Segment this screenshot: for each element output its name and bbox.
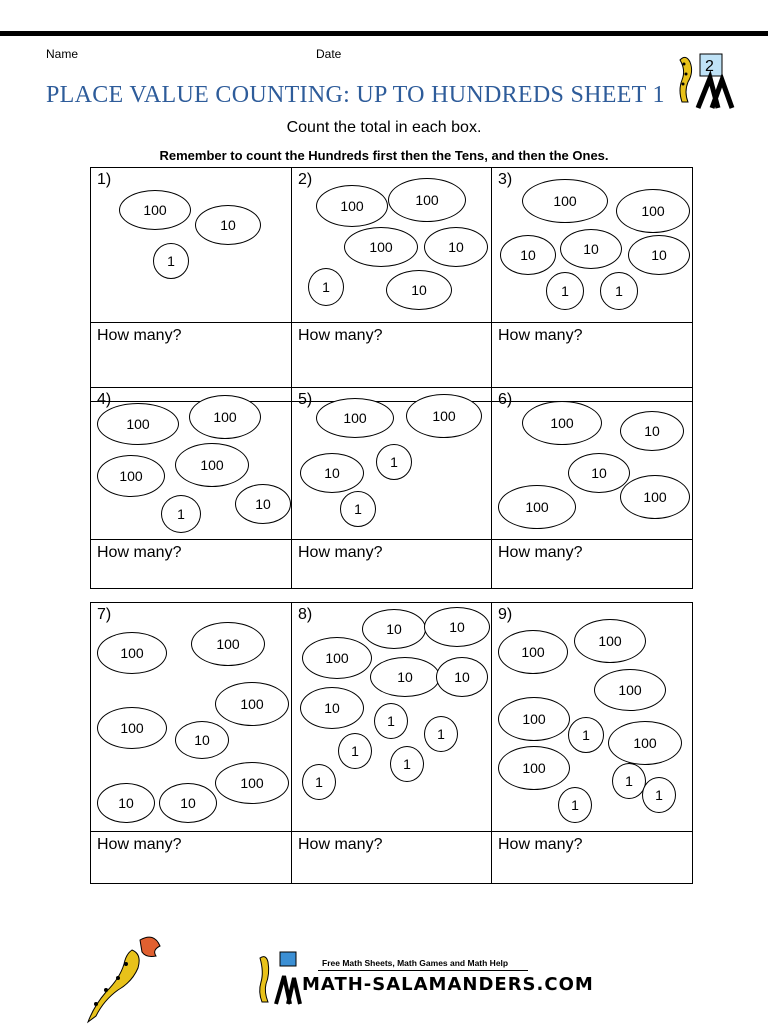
place-value-oval: 1: [642, 777, 676, 813]
problem-grid-row: [90, 602, 693, 884]
place-value-oval: 100: [498, 697, 570, 741]
how-many-label: How many?: [97, 836, 182, 853]
answer-row[interactable]: [492, 539, 693, 588]
grade-badge: 2: [705, 58, 714, 75]
answer-row[interactable]: [492, 831, 693, 883]
place-value-oval: 10: [159, 783, 217, 823]
problem-box: [91, 388, 292, 588]
place-value-oval: 100: [316, 185, 388, 227]
how-many-label: How many?: [498, 327, 583, 344]
place-value-oval: 10: [370, 657, 440, 697]
place-value-oval: 10: [300, 687, 364, 729]
place-value-oval: 10: [300, 453, 364, 493]
problem-number: 8): [298, 606, 313, 623]
place-value-oval: 10: [175, 721, 229, 759]
place-value-oval: 100: [97, 455, 165, 497]
salamander-mascot-icon: [70, 928, 170, 1024]
place-value-oval: 1: [161, 495, 201, 533]
place-value-oval: 100: [215, 682, 289, 726]
place-value-oval: 10: [362, 609, 426, 649]
place-value-oval: 1: [302, 764, 336, 800]
place-value-oval: 100: [97, 403, 179, 445]
place-value-oval: 10: [424, 227, 488, 267]
place-value-oval: 100: [498, 485, 576, 529]
problem-box: [292, 603, 492, 883]
page-title: PLACE VALUE COUNTING: UP TO HUNDREDS SHEET 1: [46, 82, 665, 108]
place-value-oval: 10: [628, 235, 690, 275]
place-value-oval: 100: [191, 622, 265, 666]
place-value-oval: 1: [600, 272, 638, 310]
place-value-oval: 1: [153, 243, 189, 279]
place-value-oval: 1: [308, 268, 344, 306]
place-value-oval: 1: [546, 272, 584, 310]
problem-box: [292, 388, 492, 588]
place-value-oval: 100: [406, 394, 482, 438]
how-many-label: How many?: [498, 544, 583, 561]
answer-row[interactable]: [292, 831, 491, 883]
how-many-label: How many?: [298, 327, 383, 344]
problem-box: [292, 168, 492, 401]
place-value-oval: 10: [500, 235, 556, 275]
problem-number: 4): [97, 391, 112, 408]
problem-box: [492, 168, 693, 401]
footer-site-name: MATH-SALAMANDERS.COM: [302, 974, 594, 995]
footer-tagline: Free Math Sheets, Math Games and Math Help: [322, 958, 509, 968]
answer-row[interactable]: [292, 539, 491, 588]
place-value-oval: 100: [97, 632, 167, 674]
place-value-oval: 10: [235, 484, 291, 524]
how-many-label: How many?: [298, 836, 383, 853]
top-rule: [0, 31, 768, 36]
place-value-oval: 100: [594, 669, 666, 711]
place-value-oval: 10: [568, 453, 630, 493]
date-label: Date: [316, 47, 342, 61]
place-value-oval: 1: [338, 733, 372, 769]
place-value-oval: 100: [522, 179, 608, 223]
subtitle: Count the total in each box.: [286, 119, 482, 136]
place-value-oval: 100: [608, 721, 682, 765]
problem-grid-row: [90, 387, 693, 589]
place-value-oval: 10: [195, 205, 261, 245]
problem-number: 3): [498, 171, 513, 188]
place-value-oval: 100: [620, 475, 690, 519]
place-value-oval: 1: [558, 787, 592, 823]
answer-row[interactable]: [91, 539, 291, 588]
problem-grid-row: [90, 167, 693, 402]
place-value-oval: 10: [436, 657, 488, 697]
name-label: Name: [46, 47, 79, 61]
footer-rule: [318, 970, 528, 971]
problem-box: [91, 168, 292, 401]
place-value-oval: 100: [388, 178, 466, 222]
place-value-oval: 100: [344, 227, 418, 267]
place-value-oval: 100: [498, 746, 570, 790]
place-value-oval: 1: [340, 491, 376, 527]
salamander-logo: [660, 50, 740, 110]
place-value-oval: 1: [612, 763, 646, 799]
place-value-oval: 10: [620, 411, 684, 451]
problem-number: 2): [298, 171, 313, 188]
place-value-oval: 1: [390, 746, 424, 782]
place-value-oval: 100: [616, 189, 690, 233]
place-value-oval: 100: [97, 707, 167, 749]
problem-number: 5): [298, 391, 313, 408]
place-value-oval: 100: [189, 395, 261, 439]
how-many-label: How many?: [298, 544, 383, 561]
problem-number: 1): [97, 171, 112, 188]
place-value-oval: 10: [386, 270, 452, 310]
place-value-oval: 100: [302, 637, 372, 679]
place-value-oval: 100: [119, 190, 191, 230]
place-value-oval: 100: [175, 443, 249, 487]
problem-box: [91, 603, 292, 883]
instruction: Remember to count the Hundreds first then the Tens, and then the Ones.: [159, 148, 609, 163]
footer-logo-icon: [250, 950, 302, 1006]
place-value-oval: 100: [498, 630, 568, 674]
problem-number: 9): [498, 606, 513, 623]
how-many-label: How many?: [97, 544, 182, 561]
answer-row[interactable]: [91, 831, 291, 883]
place-value-oval: 100: [215, 762, 289, 804]
place-value-oval: 10: [97, 783, 155, 823]
problem-box: [492, 603, 693, 883]
problem-number: 7): [97, 606, 112, 623]
place-value-oval: 10: [424, 607, 490, 647]
place-value-oval: 1: [374, 703, 408, 739]
place-value-oval: 100: [574, 619, 646, 663]
problem-number: 6): [498, 391, 513, 408]
how-many-label: How many?: [498, 836, 583, 853]
place-value-oval: 10: [560, 229, 622, 269]
place-value-oval: 100: [522, 401, 602, 445]
place-value-oval: 1: [568, 717, 604, 753]
place-value-oval: 1: [376, 444, 412, 480]
how-many-label: How many?: [97, 327, 182, 344]
place-value-oval: 1: [424, 716, 458, 752]
place-value-oval: 100: [316, 398, 394, 438]
problem-box: [492, 388, 693, 588]
